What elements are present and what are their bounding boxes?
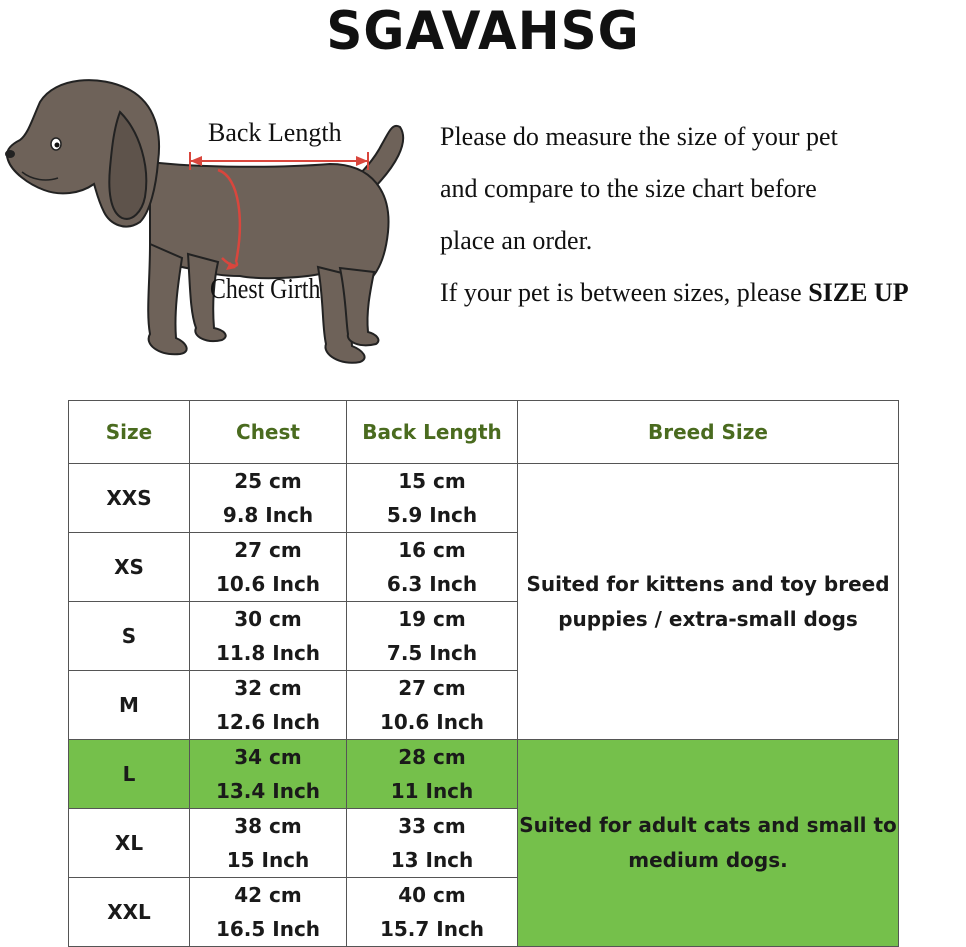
chest-inch: 15 Inch <box>226 848 310 872</box>
chest-cell <box>190 809 347 878</box>
instruction-line-1: Please do measure the size of your pet <box>440 122 838 151</box>
back-length-cell <box>347 671 518 740</box>
chest-cm: 27 cm <box>234 538 302 562</box>
back-length-cell <box>347 602 518 671</box>
chest-cell <box>190 878 347 947</box>
breed-size-large: Suited for adult cats and small to medium dogs. <box>518 740 899 947</box>
back-length-cell <box>347 809 518 878</box>
back-inch: 5.9 Inch <box>386 503 478 527</box>
breed-size-small: Suited for kittens and toy breed puppies / extra-small dogs <box>518 464 899 740</box>
table-row <box>69 464 899 533</box>
chest-cm: 32 cm <box>234 676 302 700</box>
back-length-cell <box>347 464 518 533</box>
chest-inch: 11.8 Inch <box>215 641 321 665</box>
header-size: Size <box>69 401 190 464</box>
header-chest: Chest <box>190 401 347 464</box>
back-length-cell <box>347 533 518 602</box>
back-inch: 13 Inch <box>390 848 474 872</box>
instruction-line-2: and compare to the size chart before <box>440 174 817 203</box>
back-cm: 28 cm <box>398 745 466 769</box>
size-cell: S <box>69 602 190 671</box>
chest-inch: 16.5 Inch <box>215 917 321 941</box>
header-back-length: Back Length <box>347 401 518 464</box>
chest-girth-label: Chest Girth <box>210 274 321 305</box>
chest-cell <box>190 671 347 740</box>
chest-inch: 13.4 Inch <box>215 779 321 803</box>
back-length-cell <box>347 878 518 947</box>
instruction-line-4-text: If your pet is between sizes, please <box>440 278 809 307</box>
back-length-label: Back Length <box>208 118 342 147</box>
back-cm: 40 cm <box>398 883 466 907</box>
size-cell: XL <box>69 809 190 878</box>
size-cell: L <box>69 740 190 809</box>
instruction-line-4 <box>440 274 966 326</box>
chest-cell <box>190 740 347 809</box>
back-cm: 16 cm <box>398 538 466 562</box>
back-length-cell <box>347 740 518 809</box>
chest-inch: 12.6 Inch <box>215 710 321 734</box>
chest-cell <box>190 602 347 671</box>
instruction-line-3: place an order. <box>440 226 593 255</box>
back-cm: 27 cm <box>398 676 466 700</box>
brand-logo: SGAVAHSG <box>326 0 640 62</box>
back-inch: 11 Inch <box>390 779 474 803</box>
size-cell: XS <box>69 533 190 602</box>
chest-cm: 38 cm <box>234 814 302 838</box>
chest-cm: 42 cm <box>234 883 302 907</box>
measurement-instructions <box>440 118 966 326</box>
chest-inch: 9.8 Inch <box>222 503 314 527</box>
chest-cm: 30 cm <box>234 607 302 631</box>
back-cm: 33 cm <box>398 814 466 838</box>
size-cell: XXS <box>69 464 190 533</box>
table-header-row <box>69 401 899 464</box>
back-inch: 10.6 Inch <box>379 710 485 734</box>
chest-cm: 34 cm <box>234 745 302 769</box>
back-cm: 15 cm <box>398 469 466 493</box>
chest-cm: 25 cm <box>234 469 302 493</box>
size-cell: XXL <box>69 878 190 947</box>
size-chart-table <box>68 400 899 947</box>
back-cm: 19 cm <box>398 607 466 631</box>
size-up-emphasis: SIZE UP <box>808 278 909 307</box>
size-cell: M <box>69 671 190 740</box>
chest-cell <box>190 533 347 602</box>
back-inch: 7.5 Inch <box>386 641 478 665</box>
chest-cell <box>190 464 347 533</box>
table-row-highlighted <box>69 740 899 809</box>
header-breed-size: Breed Size <box>518 401 899 464</box>
back-inch: 15.7 Inch <box>379 917 485 941</box>
back-inch: 6.3 Inch <box>386 572 478 596</box>
chest-inch: 10.6 Inch <box>215 572 321 596</box>
